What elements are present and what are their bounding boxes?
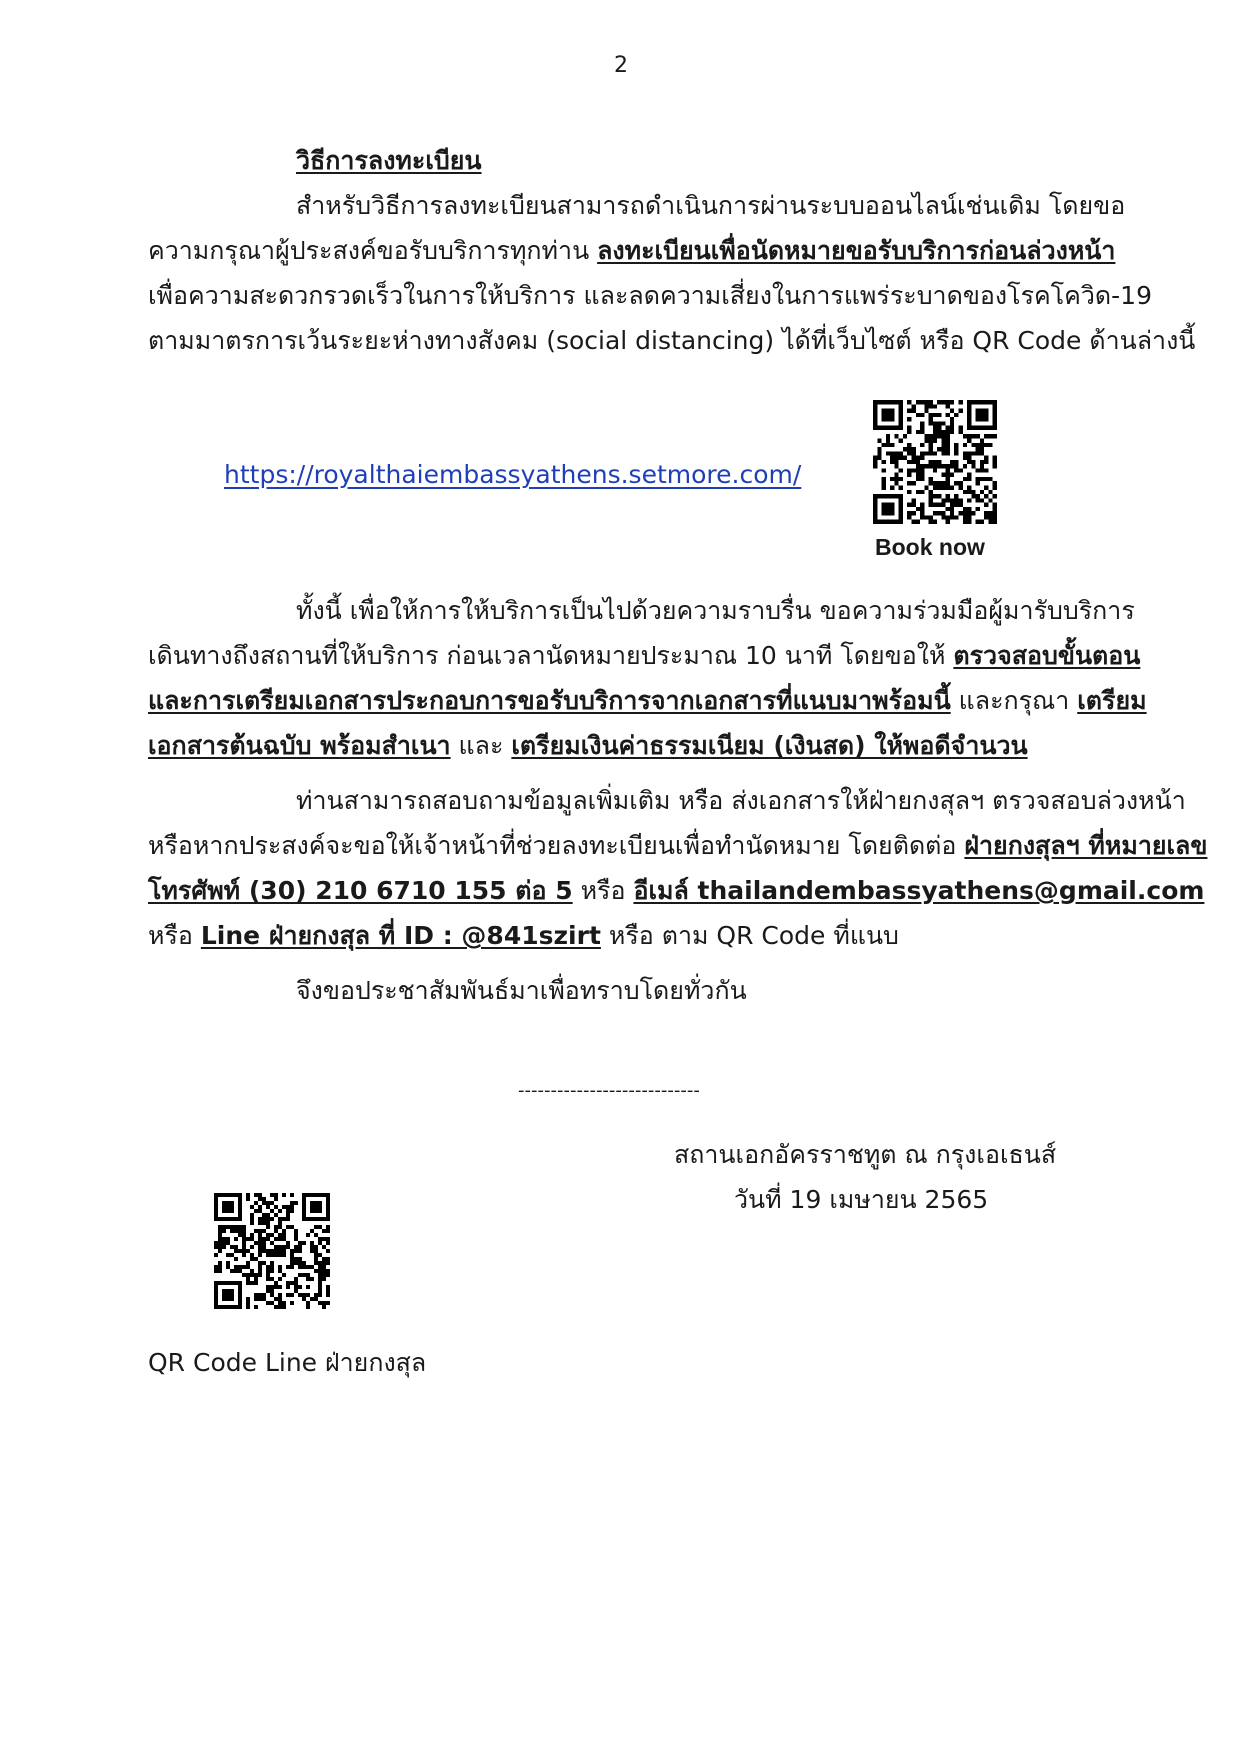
para2-line2-text: เดินทางถึงสถานที่ให้บริการ ก่อนเวลานัดหมายประมาณ 10 นาที โดยขอให้ — [148, 641, 954, 670]
page-number: 2 — [614, 53, 628, 78]
prepare-documents-emphasis: และการเตรียมเอกสารประกอบการขอรับบริการจากเอกสารที่แนบมาพร้อมนี้ — [148, 686, 951, 715]
para2-line3-text: และกรุณา — [950, 686, 1078, 715]
para3-line3-text: หรือ — [572, 876, 634, 905]
line-qr-caption: QR Code Line ฝ่ายกงสุล — [148, 1348, 427, 1377]
separator: ---------------------------- — [518, 1080, 700, 1101]
fee-cash-emphasis: เตรียมเงินค่าธรรมเนียม (เงินสด) ให้พอดีจำนวน — [511, 731, 1028, 760]
para3-line4-prefix: หรือ — [148, 921, 201, 950]
para3-line2 — [148, 833, 1207, 858]
para3-line2-text: หรือหากประสงค์จะขอให้เจ้าหน้าที่ช่วยลงทะเบียนเพื่อทำนัดหมาย โดยติดต่อ — [148, 831, 965, 860]
check-procedure-emphasis: ตรวจสอบขั้นตอน — [953, 641, 1141, 670]
booking-link[interactable]: https://royalthaiembassyathens.setmore.com/ — [224, 460, 802, 489]
para1-line2-text: ความกรุณาผู้ประสงค์ขอรับบริการทุกท่าน — [148, 236, 598, 265]
para1-line2 — [148, 238, 1115, 263]
para2-line1: ทั้งนี้ เพื่อให้การให้บริการเป็นไปด้วยความราบรื่น ขอความร่วมมือผู้มารับบริการ — [296, 596, 1135, 625]
para3-line4 — [148, 923, 899, 948]
booking-qr-caption: Book now — [875, 534, 985, 560]
original-documents-emphasis: เอกสารต้นฉบับ พร้อมสำเนา — [148, 731, 451, 760]
para3-line4-suffix: หรือ ตาม QR Code ที่แนบ — [600, 921, 899, 950]
register-in-advance-emphasis: ลงทะเบียนเพื่อนัดหมายขอรับบริการก่อนล่วงหน้า — [597, 236, 1116, 265]
signature-organization: สถานเอกอัครราชทูต ณ กรุงเอเธนส์ — [674, 1140, 1057, 1169]
para1-line3: เพื่อความสะดวกรวดเร็วในการให้บริการ และลดความเสี่ยงในการแพร่ระบาดของโรคโควิด-19 — [148, 281, 1152, 310]
consular-section-emphasis: ฝ่ายกงสุลฯ ที่หมายเลข — [964, 831, 1208, 860]
signature-date: วันที่ 19 เมษายน 2565 — [734, 1185, 989, 1214]
para3-line1: ท่านสามารถสอบถามข้อมูลเพิ่มเติม หรือ ส่งเอกสารให้ฝ่ายกงสุลฯ ตรวจสอบล่วงหน้า — [296, 786, 1186, 815]
line-id: Line ฝ่ายกงสุล ที่ ID : @841szirt — [200, 921, 601, 950]
section-heading: วิธีการลงทะเบียน — [296, 146, 482, 175]
para2-line4 — [148, 733, 1028, 758]
para2-line2 — [148, 643, 1140, 668]
para1-line4: ตามมาตรการเว้นระยะห่างทางสังคม (social distancing) ได้ที่เว็บไซต์ หรือ QR Code ด้านล่างนี้ — [148, 326, 1196, 355]
para3-line3 — [148, 878, 1204, 903]
para2-line4-text: และ — [450, 731, 512, 760]
email-address: อีเมล์ thailandembassyathens@gmail.com — [633, 876, 1205, 905]
line-qr-code[interactable] — [214, 1193, 330, 1309]
booking-qr-code[interactable] — [873, 400, 997, 524]
closing-line: จึงขอประชาสัมพันธ์มาเพื่อทราบโดยทั่วกัน — [296, 976, 747, 1005]
prepare-emphasis: เตรียม — [1077, 686, 1147, 715]
para2-line3 — [148, 688, 1147, 713]
para1-line1: สำหรับวิธีการลงทะเบียนสามารถดำเนินการผ่านระบบออนไลน์เช่นเดิม โดยขอ — [296, 191, 1126, 220]
phone-number: โทรศัพท์ (30) 210 6710 155 ต่อ 5 — [148, 876, 573, 905]
